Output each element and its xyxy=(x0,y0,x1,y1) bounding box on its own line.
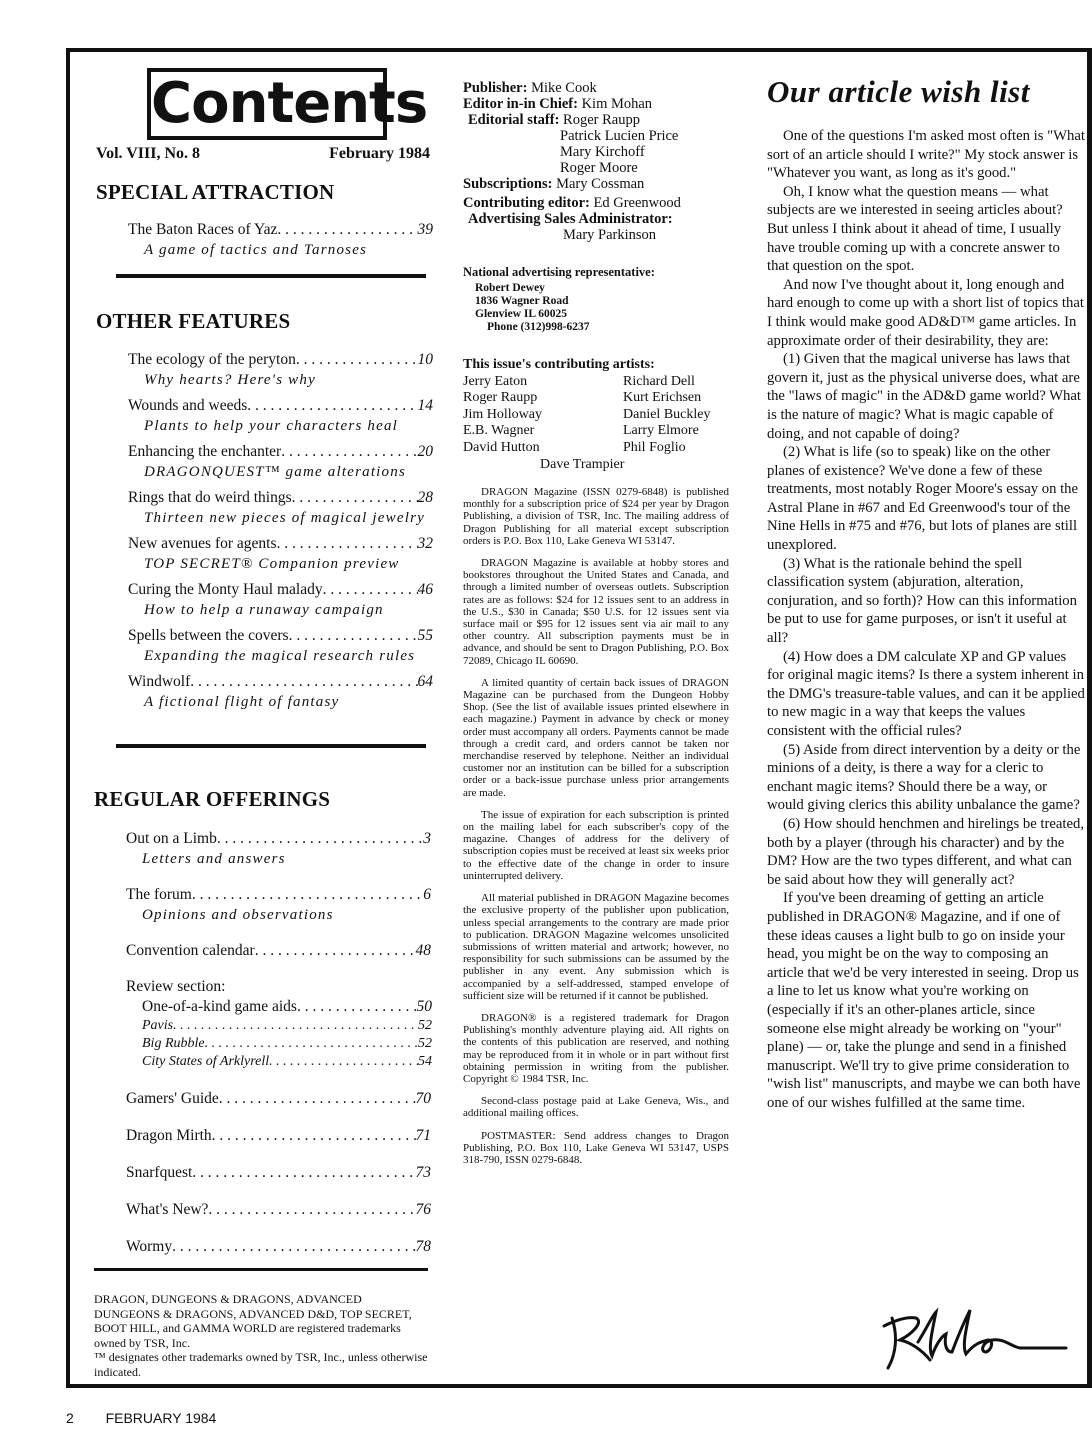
toc-entry-subtitle: Letters and answers xyxy=(142,851,286,867)
toc-entry[interactable] xyxy=(126,1089,431,1109)
review-item-page: 52 xyxy=(418,1036,432,1051)
natrep-line: Robert Dewey xyxy=(475,282,545,294)
review-item[interactable] xyxy=(142,1035,432,1053)
issue-date: February 1984 xyxy=(329,145,430,162)
toc-entry[interactable] xyxy=(126,1200,431,1220)
contributing-editor-label: Contributing editor: xyxy=(463,195,590,211)
toc-entry-page: 78 xyxy=(415,1238,431,1255)
artist-name: Roger Raupp xyxy=(463,390,538,406)
toc-entry-subtitle: Thirteen new pieces of magical jewelry xyxy=(144,510,425,526)
toc-review-section xyxy=(126,977,431,1071)
toc-entry[interactable] xyxy=(128,442,433,482)
footer-issue: FEBRUARY 1984 xyxy=(105,1410,217,1426)
artist-name: Kurt Erichsen xyxy=(623,390,702,406)
toc-entry[interactable] xyxy=(128,396,433,436)
editor-signature xyxy=(870,1296,1075,1376)
toc-entry-subtitle: DRAGONQUEST™ game alterations xyxy=(144,464,406,480)
artist-name: David Hutton xyxy=(463,439,540,455)
toc-entry-title: The Baton Races of Yaz xyxy=(128,221,278,238)
toc-special-list xyxy=(128,220,433,260)
artist-name: Dave Trampier xyxy=(540,456,625,472)
publisher-name: Mike Cook xyxy=(531,80,597,96)
toc-entry[interactable] xyxy=(128,580,433,620)
toc-entry-subtitle: A fictional flight of fantasy xyxy=(144,694,340,710)
section-divider xyxy=(116,274,426,278)
toc-entry-subtitle: TOP SECRET® Companion preview xyxy=(144,556,400,572)
national-advertising-rep xyxy=(463,266,733,334)
contents-logo xyxy=(147,68,428,140)
toc-entry-title: Convention calendar xyxy=(126,942,255,959)
toc-entry-page: 28 xyxy=(417,489,433,506)
editorial-paragraph: One of the questions I'm asked most often is "What sort of an article should I write?" My stock answer is "Whatever you want, as long as it's good." xyxy=(767,128,1085,182)
toc-entry-page: 10 xyxy=(417,351,433,368)
toc-entry-title: Curing the Monty Haul malady xyxy=(128,581,323,598)
toc-entry[interactable] xyxy=(126,1237,431,1257)
artist-name: Richard Dell xyxy=(623,373,695,389)
toc-entry-page: 32 xyxy=(417,535,433,552)
artist-name: Larry Elmore xyxy=(623,423,699,439)
contributing-editor-name: Ed Greenwood xyxy=(593,195,681,211)
section-heading-regular: REGULAR OFFERINGS xyxy=(94,787,331,811)
trademark-notice xyxy=(94,1292,428,1379)
page-number: 2 xyxy=(66,1410,74,1426)
editorial-paragraph: If you've been dreaming of getting an article published in DRAGON® Magazine, and if one of these ideas causes a light bulb to go on inside your head, you might be on the way to composing an article that we'd be very interested in seeing. Drop us a line to let us know what you're working on (especially if it's an other-planes article, since someone else might already be working on "your" plane) — or, take the plunge and send in a finished manuscript. We'll try to give prime consideration to "wish list" manuscripts, and maybe we can both have one of our wishes fulfilled at the same time. xyxy=(767,890,1081,1111)
toc-entry-title: The ecology of the peryton xyxy=(128,351,296,368)
toc-entry-title: Gamers' Guide xyxy=(126,1090,219,1107)
trademark-registered: DRAGON, DUNGEONS & DRAGONS, ADVANCED DUNGEONS & DRAGONS, ADVANCED D&D, TOP SECRET, BOOT HILL, and GAMMA WORLD are registered trademarks owned by TSR, Inc. xyxy=(94,1292,412,1350)
masthead xyxy=(463,80,733,243)
natrep-line: 1836 Wagner Road xyxy=(475,295,569,307)
toc-regular-list xyxy=(126,829,431,977)
review-list xyxy=(126,997,432,1071)
section-heading-special: SPECIAL ATTRACTION xyxy=(96,180,335,204)
editorial-paragraph: (5) Aside from direct intervention by a deity or the minions of a deity, is there a way for a cleric to enchant magic items? Should there be a way, or would giving clerics this ability unbalance the game? xyxy=(767,741,1081,814)
artists-grid xyxy=(463,374,733,457)
toc-entry-page: 71 xyxy=(415,1127,431,1144)
section-divider xyxy=(94,1268,428,1271)
toc-entry-subtitle: Plants to help your characters heal xyxy=(144,418,399,434)
toc-entry-title: Dragon Mirth xyxy=(126,1127,212,1144)
editorial-title: Our article wish list xyxy=(767,74,1030,109)
page-edge-bar xyxy=(1087,48,1092,1388)
toc-entry-page: 46 xyxy=(417,581,433,598)
section-heading-features: OTHER FEATURES xyxy=(96,309,291,333)
toc-entry[interactable] xyxy=(126,829,431,869)
toc-entry[interactable] xyxy=(128,534,433,574)
toc-entry[interactable] xyxy=(128,220,433,260)
review-item-title: Big Rubble xyxy=(142,1036,205,1051)
advertising-name: Mary Parkinson xyxy=(563,227,657,243)
toc-entry-subtitle: How to help a runaway campaign xyxy=(144,602,384,618)
contents-logo-text: Contents xyxy=(151,71,428,136)
toc-entry-title: What's New? xyxy=(126,1201,209,1218)
editorial-paragraph: Oh, I know what the question means — what subjects are we interested in seeing articles about? But unless I think about it ahead of time, I usually have trouble coming up with a concrete answer to that question on the spot. xyxy=(767,183,1063,275)
editorial-paragraph: (6) How should henchmen and hirelings be treated, both by a player (through his character) and by the DM? How are the two types different, and what can be said about how they will generally act? xyxy=(767,815,1085,888)
review-item[interactable] xyxy=(142,997,432,1017)
fine-print-paragraph: POSTMASTER: Send address changes to Dragon Publishing, P.O. Box 110, Lake Geneva WI 53147, USPS 318-790, ISSN 0279-6848. xyxy=(463,1129,729,1166)
editor-label: Editor in-in Chief: xyxy=(463,96,578,112)
toc-entry[interactable] xyxy=(128,350,433,390)
artist-name: E.B. Wagner xyxy=(463,423,535,439)
artist-name: Phil Foglio xyxy=(623,439,686,455)
editorial-body xyxy=(767,127,1085,1112)
toc-entry-subtitle: Expanding the magical research rules xyxy=(144,648,416,664)
artist-name: Daniel Buckley xyxy=(623,406,711,422)
staff-label: Editorial staff: xyxy=(468,112,560,128)
toc-entry[interactable] xyxy=(128,672,433,712)
toc-entry-page: 73 xyxy=(415,1164,431,1181)
toc-entry-subtitle: Opinions and observations xyxy=(142,907,334,923)
review-item-page: 54 xyxy=(418,1054,432,1069)
toc-entry[interactable] xyxy=(126,941,431,961)
staff-name: Roger Moore xyxy=(560,160,638,176)
editor-name: Kim Mohan xyxy=(581,96,653,112)
toc-entry-title: Windwolf xyxy=(128,673,191,690)
toc-entry-page: 76 xyxy=(415,1201,431,1218)
toc-entry-page: 3 xyxy=(423,830,431,847)
review-item-title: One-of-a-kind game aids xyxy=(142,998,297,1015)
natrep-line: Glenview IL 60025 xyxy=(475,308,568,320)
fine-print-paragraph: DRAGON Magazine is available at hobby stores and bookstores throughout the United States and Canada, and through a limited number of overseas outlets. Subscription rates are as follows: $24 for 12 issues sent to an address in the U.S., $30 in Canada; $50 U.S. for 12 issues sent via surface mail or $95 for 12 issues sent via air mail to any other country. All subscription payments must be in advance, and should be sent to Dragon Publishing, P.O. Box 72089, Chicago IL 60690. xyxy=(463,557,729,667)
toc-entry[interactable] xyxy=(126,1163,431,1183)
artist-name: Jim Holloway xyxy=(463,406,542,422)
advertising-label: Advertising Sales Administrator: xyxy=(468,211,673,227)
review-item-page: 50 xyxy=(416,998,432,1015)
subscriptions-name: Mary Cossman xyxy=(556,176,645,192)
fine-print-paragraph: The issue of expiration for each subscription is printed on the mailing label for each subscriber's copy of the magazine. Changes of address for the delivery of subscription copies must be received at least six weeks prior to the effective date of the change in order to insure uninterrupted delivery. xyxy=(463,808,729,882)
toc-entry[interactable] xyxy=(126,1126,431,1146)
staff-name: Roger Raupp xyxy=(563,112,640,128)
staff-name: Patrick Lucien Price xyxy=(560,128,679,144)
toc-entry-title: New avenues for agents xyxy=(128,535,277,552)
toc-more-list xyxy=(126,1089,431,1274)
contributing-artists xyxy=(463,357,733,473)
volume-number: Vol. VIII, No. 8 xyxy=(96,145,201,162)
artists-label: This issue's contributing artists: xyxy=(463,357,655,372)
review-item[interactable] xyxy=(142,1017,432,1035)
toc-features-list xyxy=(128,350,433,718)
page-footer xyxy=(66,1410,216,1426)
fine-print-paragraph: DRAGON® is a registered trademark for Dragon Publishing's monthly adventure playing aid. All rights on the contents of this publication are reserved, and nothing may be reproduced from it in whole or in part without first obtaining permission in writing from the publisher. Copyright © 1984 TSR, Inc. xyxy=(463,1011,729,1085)
publication-fine-print xyxy=(463,486,729,1176)
editorial-paragraph: (1) Given that the magical universe has laws that govern it, just as the physical universe does, what are the "laws of magic" in the AD&D game world? What is the nature of magic? What is magic capable of doing, and not capable of doing? xyxy=(767,351,1081,442)
fine-print-paragraph: Second-class postage paid at Lake Geneva, Wis., and additional mailing offices. xyxy=(463,1095,729,1120)
editorial-paragraph: (3) What is the rationale behind the spell classification system (abjuration, alteration, conjuration, and so forth)? How can this information be put to use for game purposes, or isn't it useful at all? xyxy=(767,555,1077,647)
natrep-line: Phone (312)998-6237 xyxy=(487,321,590,333)
toc-entry-title: Rings that do weird things xyxy=(128,489,292,506)
toc-entry-title: The forum xyxy=(126,886,192,903)
toc-entry-title: Spells between the covers xyxy=(128,627,289,644)
toc-entry-subtitle: A game of tactics and Tarnoses xyxy=(144,242,368,258)
editorial-paragraph: And now I've thought about it, long enough and hard enough to come up with a short list of topics that I think would make good AD&D™ game articles. In approximate order of their desirability, they are: xyxy=(767,276,1084,349)
toc-entry-title: Wounds and weeds xyxy=(128,397,248,414)
toc-entry-subtitle: Why hearts? Here's why xyxy=(144,372,316,388)
toc-entry-page: 14 xyxy=(417,397,433,414)
toc-entry-page: 64 xyxy=(417,673,433,690)
subscriptions-label: Subscriptions: xyxy=(463,176,553,192)
fine-print-paragraph: DRAGON Magazine (ISSN 0279-6848) is published monthly for a subscription price of $24 per year by Dragon Publishing, a division of TSR, Inc. The mailing address of Dragon Publishing for all material except subscription orders is P.O. Box 110, Lake Geneva WI 53147. xyxy=(463,486,729,547)
trademark-designates: ™ designates other trademarks owned by TSR, Inc., unless otherwise indicated. xyxy=(94,1350,428,1379)
review-item-page: 52 xyxy=(418,1018,432,1033)
toc-entry-page: 39 xyxy=(417,221,433,238)
toc-entry-page: 20 xyxy=(417,443,433,460)
fine-print-paragraph: All material published in DRAGON Magazine becomes the exclusive property of the publisher upon publication, unless special arrangements to the contrary are made prior to publication. DRAGON Magazine welcomes unsolicited submissions of written material and artwork; however, no responsibility for such submissions can be assumed by the publisher in any event. Any submission which is accompanied by a self-addressed, stamped envelope of sufficient size will be returned if it cannot be published. xyxy=(463,892,729,1002)
toc-entry[interactable] xyxy=(128,488,433,528)
section-divider xyxy=(116,744,426,748)
review-item-title: City States of Arklyrell xyxy=(142,1054,270,1069)
toc-entry-page: 70 xyxy=(415,1090,431,1107)
toc-entry[interactable] xyxy=(126,885,431,925)
toc-entry-title: Snarfquest xyxy=(126,1164,193,1181)
artist-name: Jerry Eaton xyxy=(463,373,528,389)
review-item-title: Pavis xyxy=(142,1018,174,1033)
fine-print-paragraph: A limited quantity of certain back issues of DRAGON Magazine can be purchased from the Dungeon Hobby Shop. (See the list of available issues printed elsewhere in each magazine.) Payment in advance by check or money order must accompany all orders. Payments cannot be made through a credit card, and orders cannot be taken nor merchandise reserved by telephone. Neither an individual customer nor an institution can be billed for a subscription order or a back-issue purchase unless prior arrangements are made. xyxy=(463,676,729,799)
editorial-paragraph: (4) How does a DM calculate XP and GP values for original magic items? Is there a system inherent in the DMG's treasure-table values, and can it be applied to new magic in a way that keeps the values consistent with the official rules? xyxy=(767,648,1085,739)
issue-line xyxy=(96,145,430,163)
toc-entry-title: Wormy xyxy=(126,1238,173,1255)
staff-name: Mary Kirchoff xyxy=(560,144,645,160)
review-section-label: Review section: xyxy=(126,978,226,995)
natrep-label: National advertising representative: xyxy=(463,265,655,279)
toc-entry-page: 48 xyxy=(415,942,431,959)
toc-entry-page: 55 xyxy=(417,627,433,644)
editorial-paragraph: (2) What is life (so to speak) like on the other planes of existence? We've done a few of these treatments, most notably Roger Moore's essay on the Astral Plane in #67 and Ed Greenwood's tour of the Nine Hells in #75 and #76, but lots of planes are still unexplored. xyxy=(767,444,1079,554)
toc-entry-title: Enhancing the enchanter xyxy=(128,443,282,460)
toc-entry-title: Out on a Limb xyxy=(126,830,217,847)
publisher-label: Publisher: xyxy=(463,80,528,96)
review-item[interactable] xyxy=(142,1053,432,1071)
toc-entry[interactable] xyxy=(128,626,433,666)
toc-entry-page: 6 xyxy=(423,886,431,903)
